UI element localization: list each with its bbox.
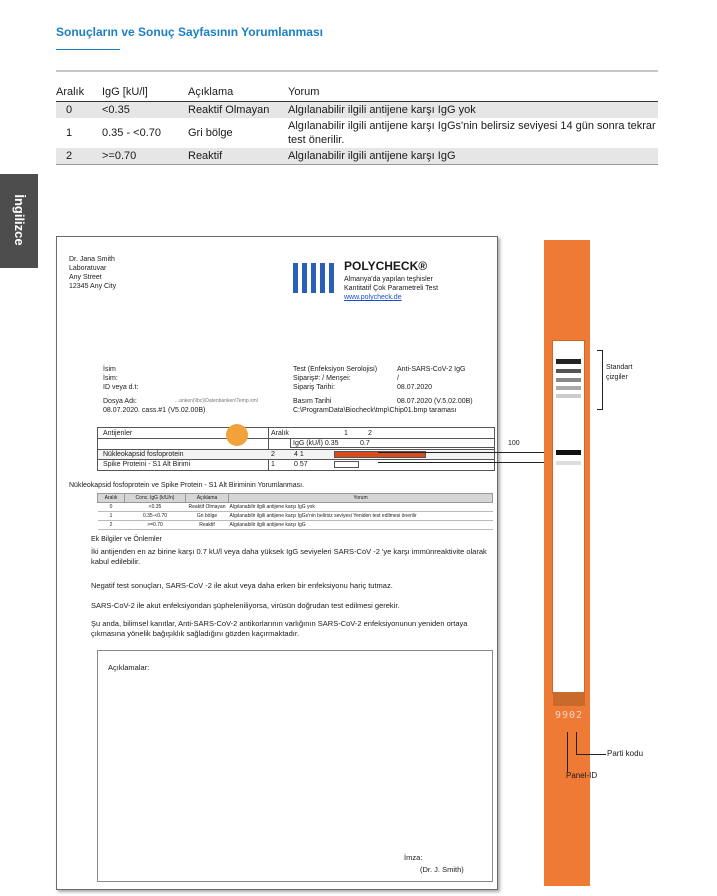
note-paragraph: İki antijenden en az birine karşı 0.7 kU/l veya daha yüksek IgG seviyeleri SARS-CoV -2 'ye karşı immünreaktivite olarak kabul edilebilir.	[91, 547, 487, 566]
table-row	[98, 503, 493, 512]
panel-id-label: Panel-ID	[566, 771, 598, 780]
callout-line	[576, 754, 606, 755]
scale-07: 0.7	[360, 440, 370, 447]
cell-igg: <0.35	[102, 102, 188, 119]
cell-igg: 0.35 - <0.70	[102, 127, 162, 139]
table-row	[56, 102, 658, 119]
parti-kodu-label: Parti kodu	[607, 749, 644, 758]
page-title: Sonuçların ve Sonuç Sayfasının Yorumlanması	[56, 25, 323, 39]
scale-100: 100	[508, 440, 520, 447]
patient-label: İsim	[103, 366, 116, 373]
callout-line	[576, 732, 577, 754]
antigen-name: Nükleokapsid fosfoprotein	[103, 451, 184, 458]
cell-aciklama: Reaktif	[188, 148, 288, 165]
cell-yorum: Algılanabilir ilgili antijene karşı IgG	[288, 148, 658, 165]
cell: Algılanabilir ilgili antijene karşı IgG	[229, 521, 493, 530]
cell: Algılanabilir ilgili antijene karşı IgG yok	[229, 503, 493, 512]
logo-link[interactable]: www.polycheck.de	[344, 294, 402, 301]
cell-aralik: 0	[56, 102, 102, 119]
antigen-aralik: 1	[271, 461, 275, 468]
cell: 1	[98, 512, 125, 521]
table-row	[56, 118, 658, 148]
strip-window	[552, 340, 585, 694]
logo-line: Kantitatif Çok Parametreli Test	[344, 285, 439, 292]
title-underline	[56, 49, 120, 50]
cell-igg: >=0.70	[102, 148, 188, 165]
siparis-label: Sipariş#: / Menşei:	[293, 375, 351, 382]
col-yorum: Yorum	[288, 85, 658, 102]
callout-line	[567, 754, 568, 772]
col-aralik: Aralık	[56, 85, 102, 102]
antigen-name: Spike Proteini - S1 Alt Birimi	[103, 461, 191, 468]
siparis-tarihi-label: Sipariş Tarihi:	[293, 384, 335, 391]
test-label: Test (Enfeksiyon Serolojisi)	[293, 366, 378, 373]
address-line: Any Street	[69, 274, 102, 281]
antigen-aralik: 2	[271, 451, 275, 458]
col-aciklama: Açıklama	[188, 85, 288, 102]
note-paragraph: Şu anda, bilimsel kanıtlar, Anti-SARS-CoV-2 antikorlarının varlığının SARS-CoV-2 enfeksiyonunun yeniden ortaya çıkmasına yönelik bağışıklık sağladığını gözden kaçırmaktadır.	[91, 619, 468, 638]
divider	[56, 70, 658, 72]
table-row	[56, 148, 658, 165]
standart-bracket	[597, 350, 603, 410]
basim-label: Basım Tarihi	[293, 398, 332, 405]
notes-box	[97, 650, 493, 882]
cell: Reaktif	[186, 521, 229, 530]
siparis-value: /	[397, 375, 399, 382]
cell: <0.35	[125, 503, 186, 512]
test-value: Anti-SARS-CoV-2 IgG	[397, 366, 466, 373]
doctor-name: (Dr. J. Smith)	[420, 865, 464, 874]
sun-icon	[226, 424, 248, 446]
basim-value: 08.07.2020 (V.5.02.00B)	[397, 398, 473, 405]
address-line: Laboratuvar	[69, 265, 107, 272]
cell-aralik: 1	[65, 127, 73, 139]
antigen-value: 0 57	[294, 461, 308, 468]
col-yorum: Yorum	[229, 494, 493, 503]
strip-code: 9902	[555, 710, 584, 721]
cell-aciklama: Reaktif Olmayan	[188, 102, 288, 119]
imza-label: İmza:	[404, 853, 423, 862]
siparis-tarihi-value: 08.07.2020	[397, 384, 433, 391]
report-sheet	[56, 236, 520, 890]
patient-label: İsim:	[103, 375, 118, 382]
col-antijenler: Antijenler	[103, 430, 133, 437]
cell: >=0.70	[125, 521, 186, 530]
standart-label: Standart çizgiler	[606, 364, 633, 381]
logo-name: POLYCHECK®	[344, 259, 428, 273]
cell: 0.35-<0.70	[125, 512, 186, 521]
address-line: 12345 Any City	[69, 283, 117, 290]
cell: 0	[98, 503, 125, 512]
cell-aciklama: Gri bölge	[188, 127, 233, 139]
col-aciklama: Açıklama	[186, 494, 229, 503]
patient-label: Dosya Adı:	[103, 398, 137, 405]
note-paragraph: Negatif test sonuçları, SARS-CoV -2 ile akut veya daha erken bir enfeksiyonu hariç tutmaz.	[91, 581, 393, 590]
col-igg: IgG [kU/l]	[102, 85, 188, 102]
scale-2: 2	[368, 430, 372, 437]
results-table	[56, 85, 658, 165]
address-line: Dr. Jana Smith	[69, 256, 115, 263]
note-paragraph: SARS-CoV-2 ile akut enfeksiyondan şüpheleniliyorsa, virüsün doğrudan test edilmesi gerekir.	[91, 601, 400, 610]
chip-path: C:\ProgramData\Biocheck\tmp\Chip01.bmp taraması	[293, 407, 457, 414]
scale-label: IgG (kU/l) 0.35	[293, 440, 339, 447]
antigen-table	[97, 427, 520, 471]
aciklamalar-label: Açıklamalar:	[108, 663, 150, 672]
result-bar	[334, 461, 359, 468]
cell: 2	[98, 521, 125, 530]
cell-yorum: Algılanabilir ilgili antijene karşı IgG yok	[288, 102, 658, 119]
cell: Reaktif Olmayan	[186, 503, 229, 512]
col-aralik: Aralık	[271, 430, 289, 437]
interp-title: Nükleokapsid fosfoprotein ve Spike Protein - S1 Alt Biriminin Yorumlanması.	[69, 482, 305, 489]
polycheck-logo-icon	[293, 263, 338, 296]
cell-yorum: Algılanabilir ilgili antijene karşı IgGs'nin belirsiz seviyesi 14 gün sonra tekrar test önerilir.	[288, 120, 656, 146]
scale-1: 1	[344, 430, 348, 437]
table-row	[98, 512, 493, 521]
ek-title: Ek Bilgiler ve Önlemler	[91, 536, 162, 543]
language-tab-label: İngilizce	[12, 194, 27, 246]
callout-line	[567, 732, 568, 754]
cell-aralik: 2	[56, 148, 102, 165]
patient-label: ID veya d.t:	[103, 384, 139, 391]
col-aralik: Aralık	[98, 494, 125, 503]
date-line: 08.07.2020. cass.#1 (V5.02.00B)	[103, 407, 206, 414]
col-conc: Conc. IgG (k/U/n)	[125, 494, 186, 503]
antigen-value: 4 1	[294, 451, 304, 458]
cell: Gri bölge	[186, 512, 229, 521]
table-row	[98, 521, 493, 530]
logo-line: Almanya'da yapılan teşhisler	[344, 276, 433, 283]
strip-code-band	[553, 692, 585, 706]
cell: Algılanabilir ilgili antijene karşı IgGs'nin belirsiz seviyesi Yeniden test edilmesi önerilir	[229, 512, 493, 521]
interp-table	[97, 493, 493, 530]
file-path-value: ...anken(\lbc)\Datenbanken\Temp.xml	[175, 398, 258, 404]
